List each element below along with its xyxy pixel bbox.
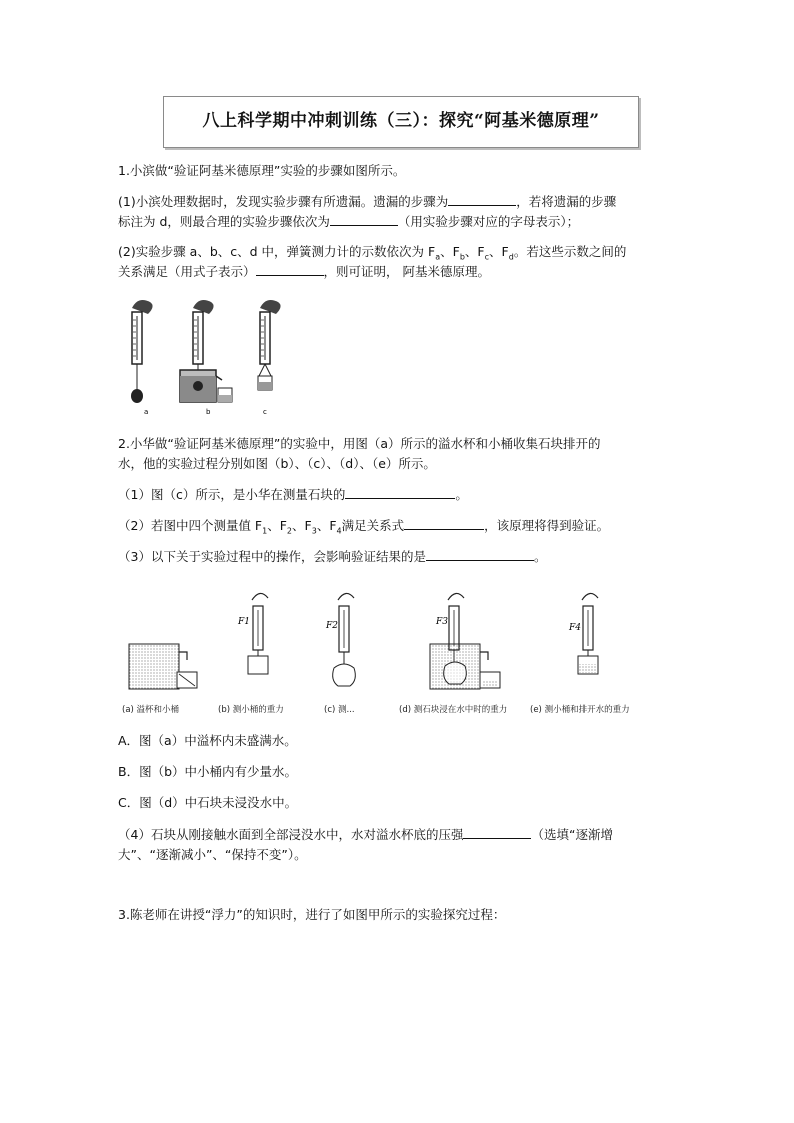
q1-blank-3[interactable]	[256, 262, 324, 276]
q1-part2-text-d: ，则可证明， 阿基米德原理。	[323, 264, 490, 279]
q1-part1-line1	[118, 192, 616, 211]
q2-sub2-text-b: 满足关系式	[341, 518, 405, 533]
q2-sub4-text-a: （4）石块从刚接触水面到全部浸没水中，水对溢水杯底的压强	[118, 827, 464, 842]
caption-e: (e) 测小桶和排开水的重力	[530, 705, 630, 715]
q2-blank-2[interactable]	[404, 516, 484, 530]
q2-sub3	[118, 547, 546, 566]
q2-sub1-text-b: 。	[455, 487, 468, 502]
q2-sub1	[118, 485, 468, 504]
q1-label-c: c	[263, 408, 267, 416]
q2-sub3-text-b: 。	[533, 549, 547, 564]
q2-sub2: （2）若图中四个测量值 $F_1$、$F_2$、$F_3$、$F_4$满足关系式 ，该原理将得到验证。	[118, 518, 610, 536]
q2-stem-line2: 水，他的实验过程分别如图（b）、（c）、（d）、（e）所示。	[118, 456, 436, 471]
spring-scale-b	[180, 300, 232, 402]
q2-blank-3[interactable]	[426, 547, 534, 561]
title-box	[163, 96, 639, 148]
q1-part2-line2	[118, 262, 490, 281]
q1-part1-line2	[118, 212, 579, 231]
q2-sub4-line2: 大”、“逐渐减小”、“保持不变”）。	[118, 847, 307, 862]
q2-sub2-text-c: ，该原理将得到验证。	[484, 518, 610, 533]
spring-scale-e	[568, 593, 598, 674]
q1-part1-text-b: ，若将遗漏的步骤	[516, 194, 617, 209]
q1-stem: 1.小滨做“验证阿基米德原理”实验的步骤如图所示。	[118, 163, 406, 178]
q1-part2-text-a: (2)实验步骤 a、b、c、d 中，弹簧测力计的示数依次为 F	[118, 244, 436, 259]
spring-scale-c	[258, 300, 281, 390]
caption-a: (a) 溢杯和小桶	[122, 705, 180, 715]
overflow-cup-a	[129, 644, 197, 689]
q1-blank-2[interactable]	[330, 212, 398, 226]
q2-sub4-text-b: （选填“逐渐增	[531, 827, 613, 842]
caption-c: (c) 测...	[324, 705, 355, 715]
q3-stem: 3.陈老师在讲授“浮力”的知识时，进行了如图甲所示的实验探究过程：	[118, 907, 506, 922]
spring-scale-a	[131, 300, 153, 403]
option-a: A．图（a）中溢杯内未盛满水。	[118, 733, 297, 748]
q2-figure	[120, 582, 660, 717]
force-label-f1: F1	[238, 617, 250, 627]
q2-stem-line1: 2.小华做“验证阿基米德原理”的实验中，用图（a）所示的溢水杯和小桶收集石块排开的	[118, 436, 601, 451]
q1-part1-text-c: 标注为 d，则最合理的实验步骤依次为	[118, 214, 330, 229]
q1-part1-text-d: （用实验步骤对应的字母表示）；	[397, 214, 580, 229]
q1-label-a: a	[144, 408, 149, 416]
q2-blank-1[interactable]	[345, 485, 455, 499]
spring-scale-b2	[237, 593, 268, 674]
spring-scale-c2	[325, 593, 355, 686]
caption-b: (b) 测小桶的重力	[218, 705, 284, 715]
spring-scale-d	[430, 593, 500, 689]
q1-part2-text-c: 关系满足（用式子表示）	[118, 264, 256, 279]
q2-sub4-line1	[118, 825, 613, 844]
q1-part1-text-a: (1)小滨处理数据时，发现实验步骤有所遗漏。遗漏的步骤为	[118, 194, 449, 209]
q1-blank-1[interactable]	[448, 192, 516, 206]
q2-sub2-text-a: （2）若图中四个测量值 F	[118, 518, 263, 533]
q2-sub1-text-a: （1）图（c）所示，是小华在测量石块的	[118, 487, 346, 502]
q1-figure	[118, 292, 298, 422]
force-label-f2: F2	[326, 621, 338, 631]
q2-sub3-text-a: （3）以下关于实验过程中的操作，会影响验证结果的是	[118, 549, 426, 564]
q1-part2-text-b: 。若这些示数之间的	[513, 244, 627, 259]
q1-part2-line1: (2)实验步骤 a、b、c、d 中，弹簧测力计的示数依次为 $F_a$、$F_b$、$F_c$、$F_d$。若这些示数之间的	[118, 244, 627, 262]
force-label-f4: F4	[569, 623, 581, 633]
page-title: 八上科学期中冲刺训练（三）：探究“阿基米德原理”	[202, 111, 600, 131]
q2-blank-4[interactable]	[463, 825, 531, 839]
option-b: B．图（b）中小桶内有少量水。	[118, 764, 298, 779]
force-label-f3: F3	[436, 617, 448, 627]
caption-d: (d) 测石块浸在水中时的重力	[399, 705, 508, 715]
option-c: C．图（d）中石块未浸没水中。	[118, 795, 298, 810]
q1-label-b: b	[206, 408, 211, 416]
